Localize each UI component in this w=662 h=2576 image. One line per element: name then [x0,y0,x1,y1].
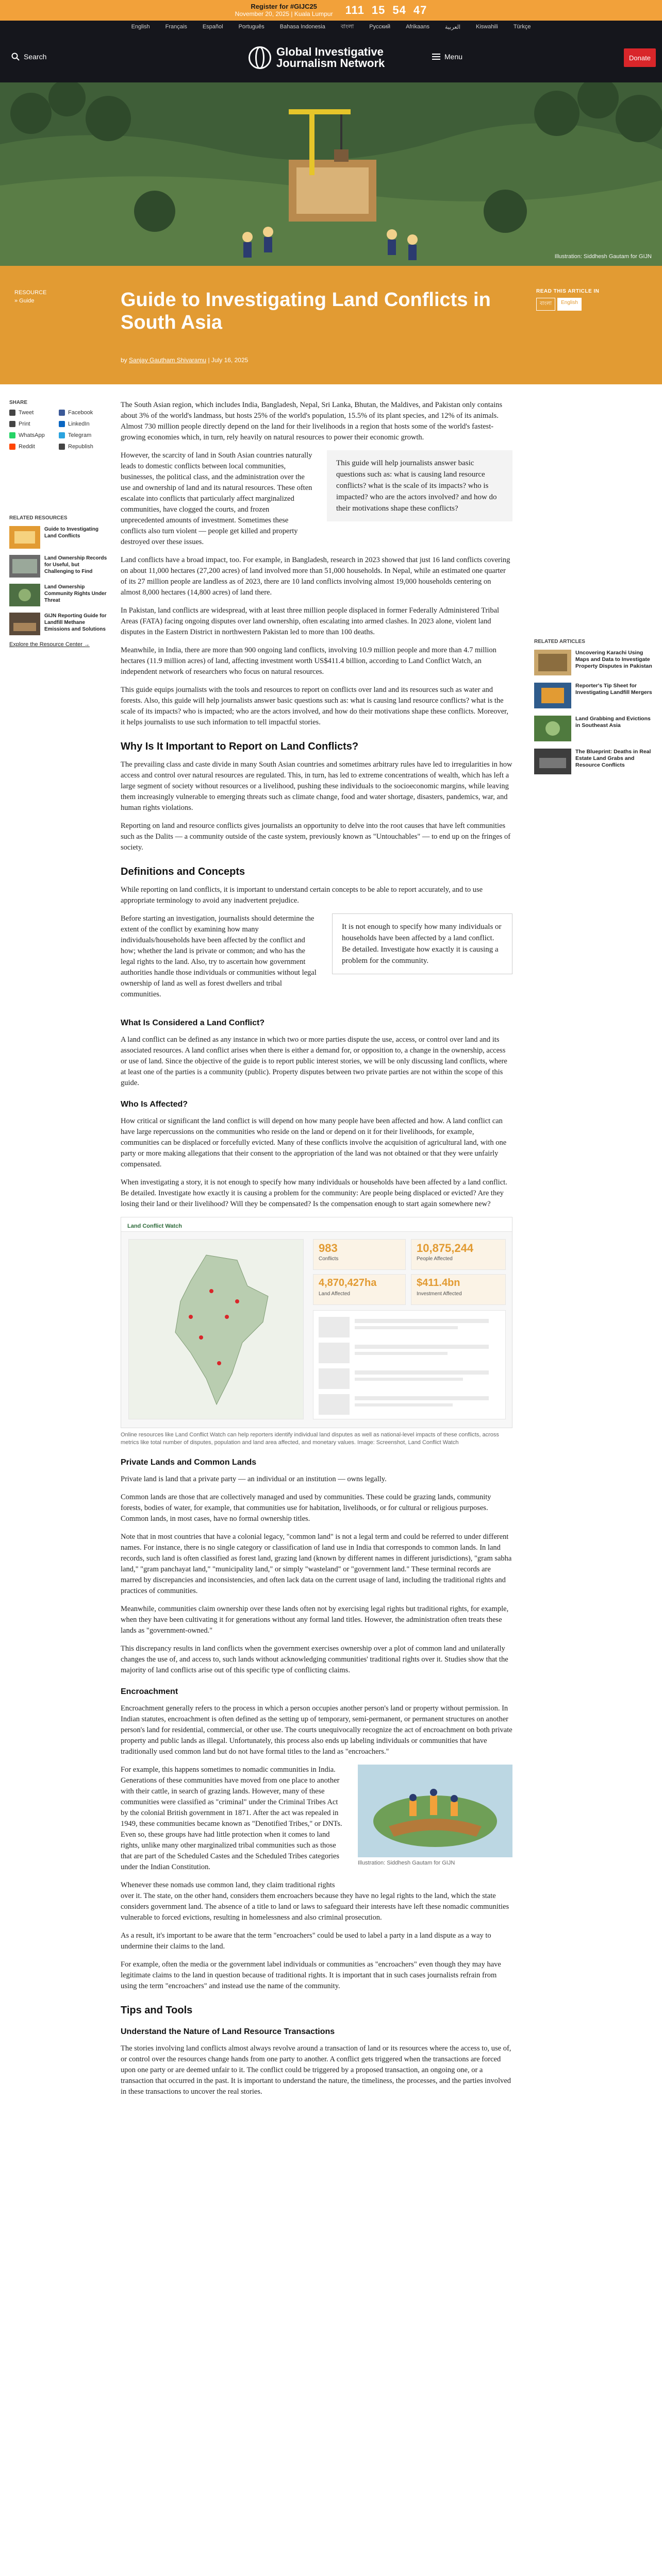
countdown-days: 111 [345,4,365,16]
paragraph: Note that in most countries that have a colonial legacy, "common land" is not a legal term and could be referred to under different names. For instance, there is no single category or classification of land use in India that corresponds to common lands. In land records, such land is often classified as forest land, grazing land (known by different names in different jurisdictions), "gram sabha land," "gram panchayat land," "municipality land," or simply "wasteland" or "government land." These terminal records are marred by discrepancies and inconsistencies, and often lack data on the current usage of land, including the traditional rights and practices of communities. [121,1533,512,1595]
donate-button[interactable]: Donate [624,48,656,67]
lang-link[interactable]: Español [202,24,223,30]
pull-quote: It is not enough to specify how many individuals or households have been affected by a land conflict. Be detailed. Investigate how exactly it is causing a problem for the community. [332,913,512,974]
share-item-label: Reddit [19,444,35,450]
related-resource-title: Land Ownership Records for Useful, but Challenging to Find [44,555,107,574]
india-map-icon [129,1240,304,1420]
stat-label: People Affected [417,1256,453,1262]
globe-icon [249,46,271,69]
stat-label: Investment Affected [417,1291,462,1297]
language-bar [0,21,662,33]
reddit-icon [9,444,15,450]
breadcrumb-guide[interactable]: » Guide [14,298,35,304]
related-thumb [9,555,40,578]
search-icon [11,53,20,61]
share-panel [9,400,107,450]
whatsapp-icon [9,432,15,438]
paragraph: As a result, it's important to be aware that the term "encroachers" could be used to label a party in a land dispute as a way to undermine their claims to the land. [121,1931,491,1951]
lang-link[interactable]: Русский [369,24,391,30]
subsection-heading: Understand the Nature of Land Resource Transactions [121,2027,335,2036]
paragraph: Private land is land that a private party — an individual or an institution — owns legally. [121,1475,387,1483]
countdown-hours: 15 [371,4,386,16]
lang-link[interactable]: Português [238,24,264,30]
paragraph: How critical or significant the land conflict is will depend on how many people have been affected and how. A land conflict can have large repercussions on the communities who reside on the land or depend on it for their livelihoods, for example, communities can be displaced or forcefully evicted. Many of these conflicts involve the acquisition of agricultural land, with one party or more making allegations that their consent to the appropriation of the land was not obtained or that they were unfairly compensated. [121,1117,507,1168]
lang-link[interactable]: বাংলা [340,23,354,30]
related-resource-item[interactable] [9,613,107,635]
hero-image [0,82,662,266]
related-resource-title: Land Ownership Community Rights Under Threat [44,584,107,603]
page-title: Guide to Investigating Land Conflicts in South Asia [121,289,491,333]
paragraph: The stories involving land conflicts almost always revolve around a transaction of land or its resources where the access to, use of, or control over the resources change hands from one party to another. A conflict gets triggered when the transactions are forced upon one party or are deemed unfair to it. The conflict could be triggered by a proposed transaction, an ongoing one, or a transaction that occurred in the past. It is important to understand the nature, the timeliness, the processes, and the parties involved in these transactions to uncover the real stories. [121,2044,511,2096]
share-item-label: Facebook [68,410,93,416]
related-thumb [9,613,40,635]
lang-link[interactable]: English [131,24,150,30]
search-button[interactable] [11,53,46,61]
related-article-item[interactable] [534,683,653,708]
share-facebook[interactable] [59,410,105,416]
stat-value: 983 [319,1242,338,1255]
twitter-icon [9,410,15,416]
subsection-heading: Encroachment [121,1687,178,1696]
paragraph: Reporting on land and resource conflicts gives journalists an opportunity to delve into the root causes that have left communities such as the Dalits — a community outside of the caste system, previously known as "Untouchables" — to end up on the fringes of society. [121,822,511,852]
related-article-item[interactable] [534,650,653,675]
share-print[interactable] [9,421,56,427]
dashboard-site-name: Land Conflict Watch [127,1223,182,1229]
logo-line1: Global Investigative [276,45,384,58]
section-heading: Tips and Tools [121,2005,193,2016]
article-body [121,400,512,2105]
related-article-item[interactable] [534,716,653,741]
menu-button[interactable] [432,53,462,61]
countdown-seconds: 47 [413,4,427,16]
related-resource-item[interactable] [9,584,107,606]
stat-label: Land Affected [319,1291,350,1297]
promo-subtitle: November 20, 2025 | Kuala Lumpur [235,10,333,18]
related-thumb [534,749,571,774]
stat-card [411,1239,506,1270]
explore-resource-center-link[interactable]: Explore the Resource Center → [9,641,90,648]
related-resources [9,515,107,648]
lang-link[interactable]: Bahasa Indonesia [279,24,325,30]
paragraph: This guide equips journalists with the tools and resources to report on conflicts over land and its resources such as water and forests. Also, this guide will help journalists answer basic questions such as: what is causing land resource conflicts? what is the scale of its impacts? who is impacted; who are the actors involved, and how do their motivations shape these conflicts. Moreover, it helps journalists to use such information to tell impactful stories. [121,686,509,726]
author-link[interactable]: Sanjay Gautham Shivaramu [129,357,207,364]
paragraph: However, the scarcity of land in South Asian countries naturally leads to domestic conflicts between local communities, businesses, the political class, and the administration over the use and ownership of land and its natural resources. These often escalate into conflicts that particularly affect marginalized communities, have clogged the courts, and frozen unprecedented amounts of investment. Sometimes these conflicts also turn violent — people get killed and property destroyed over these issues. [121,451,312,546]
hero-illustration [0,82,662,266]
search-label: Search [24,53,47,61]
subsection-heading: What Is Considered a Land Conflict? [121,1019,265,1027]
stat-value: 10,875,244 [417,1242,474,1255]
print-icon [9,421,15,427]
related-thumb [534,683,571,708]
lang-link[interactable]: Afrikaans [406,24,429,30]
read-in-label: READ THIS ARTICLE IN [536,289,600,294]
land-conflict-watch-screenshot [121,1217,512,1428]
paragraph: When investigating a story, it is not enough to specify how many individuals or households have been affected by a land conflict. Be detailed. Investigate how exactly it is causing a problem for the community: Are people being displaced or evicted? Are they losing their land or their livelihood? Will they be compensated? Is the compensation enough to start again somewhere new? [121,1178,507,1208]
dashboard-list-rows [313,1311,506,1420]
byline-prefix: by [121,357,127,364]
related-article-title: Land Grabbing and Evictions in Southeast Asia [575,716,651,728]
lang-link[interactable]: العربية [444,24,461,30]
related-article-title: Uncovering Karachi Using Maps and Data to Investigate Property Disputes in Pakistan [575,650,652,669]
promo-text [235,3,333,18]
lang-link[interactable]: Français [165,24,187,30]
related-resource-item[interactable] [9,555,107,578]
section-heading: Definitions and Concepts [121,866,245,877]
stat-label: Conflicts [319,1256,339,1262]
paragraph: Before starting an investigation, journalists should determine the extent of the conflict by examining how many individuals/households have been affected by the conflict and how; whether the land is private or common; and who has the legal rights to the land. Also, try to ascertain how government authorities handle those individuals or communities without legal ownership of land as well as forest dwellers and tribal communities. [121,914,317,998]
encroachment-illustration [358,1765,512,1876]
title-band [0,266,662,384]
stat-card [411,1274,506,1305]
hero-credit: Illustration: Siddhesh Gautam for GIJN [554,253,652,260]
dashboard-map [128,1239,304,1419]
paragraph: Meanwhile, in India, there are more than 900 ongoing land conflicts, involving 10.9 million people and more than 4.7 million hectares (11.9 million acres) of land, affecting investment worth US$411.4 billion, according to Land Conflict Watch, an independent network of researchers who focus on natural resources. [121,646,496,676]
lang-link[interactable]: Türkçe [513,24,531,30]
share-item-label: Telegram [68,432,92,438]
share-linkedin[interactable] [59,421,105,427]
illustration-image [358,1765,512,1857]
share-republish[interactable] [59,444,105,450]
subsection-heading: Who Is Affected? [121,1100,188,1109]
stat-value: 4,870,427ha [319,1277,377,1289]
countdown-timer [345,4,427,17]
stat-card [313,1274,406,1305]
promo-banner[interactable] [0,0,662,21]
stat-value: $411.4bn [417,1277,460,1289]
paragraph: A land conflict can be defined as any instance in which two or more parties dispute the use, access, or control over land and its associated resources. A land conflict arises when there is either a demand for, or opposition to, a change in the ownership, access or use of land. Since the objective of the guide is to report public interest stories, we will be only discussing land conflicts, where at least one of the parties is a community (public). Property disputes between two private parties are not within the scope of this guide. [121,1036,507,1087]
paragraph: Whenever these nomads use common land, they claim traditional rights over it. The state, on the other hand, considers them encroachers because they have no legal rights to the land, which the state considers government land. The absence of a title to land or laws to safeguard their interests have left these nomadic communities vulnerable to forced evictions, resulting in homelessness and also criminal prosecution. [121,1881,509,1922]
related-article-item[interactable] [534,749,653,774]
share-item-label: LinkedIn [68,421,90,427]
subsection-heading: Private Lands and Common Lands [121,1458,257,1467]
republish-icon [59,444,65,450]
logo-line2: Journalism Network [276,57,385,70]
related-article-title: The Blueprint: Deaths in Real Estate Land Grabs and Resource Conflicts [575,749,651,768]
stat-card [313,1239,406,1270]
figure-caption: Online resources like Land Conflict Watch can help reporters identify individual land disputes as well as national-level impacts of these conflicts, across metrics like total number of disputes, population and land area affected, and monetary values. Image: Screenshot, Land Conflict Watch [121,1432,499,1446]
paragraph: Meanwhile, communities claim ownership over these lands often not by exercising legal rights but traditional rights, for example, when they have been cultivating it for generations without any formal land titles. However, the administration often treats these lands as "government-owned." [121,1605,509,1635]
linkedin-icon [59,421,65,427]
figure-caption: Illustration: Siddhesh Gautam for GIJN [358,1860,455,1866]
related-articles [534,639,653,782]
paragraph: For example, this happens sometimes to nomadic communities in India. Generations of these communities have moved from one place to another with their cattle, in search of grazing lands. However, many of these communities were classified as "criminal" under the Criminal Tribes Act by the colonial British government in 1871. After the act was repealed in 1949, these communities became known as "Denotified Tribes," or DNTs. Even so, these groups have had little protection when it comes to land rights, unlike many other marginalized tribal communities such as those that are part of the Scheduled Castes and the Scheduled Tribes categories under the Indian Constitution. [121,1766,342,1871]
related-resource-title: GIJN Reporting Guide for Landfill Methane Emissions and Solutions [44,613,107,632]
article-languages [536,298,582,311]
paragraph: The South Asian region, which includes India, Bangladesh, Nepal, Sri Lanka, Bhutan, the Maldives, and Pakistan only contains about 3% of the world's landmass, but hosts 25% of the world's population, 15.5% of its plant species, and 12% of its animals. Almost 730 million people directly depend on the land for their livelihoods in a region that hosts some of the world's fastest-growing economies which, in turn, rely heavily on natural resources to power their economic growth. [121,401,503,442]
share-telegram[interactable] [59,432,105,438]
dashboard-list [313,1310,506,1419]
related-thumb [534,650,571,675]
share-item-label: WhatsApp [19,432,45,438]
paragraph: In Pakistan, land conflicts are widespread, with at least three million people displaced in former Federally Administered Tribal Areas (FATA) facing ongoing disputes over land ownership, often escalating into armed clashes. In 2023 alone, violent land disputes in the Eastern District in northwestern Pakistan led to more than 100 deaths. [121,606,500,636]
related-thumb [534,716,571,741]
related-articles-label: RELATED ARTICLES [534,639,585,645]
facebook-icon [59,410,65,416]
section-heading: Why Is It Important to Report on Land Conflicts? [121,741,359,752]
telegram-icon [59,432,65,438]
share-item-label: Republish [68,444,93,450]
article-lang-english[interactable]: English [557,298,582,311]
related-resources-label: RELATED RESOURCES [9,515,68,521]
related-resource-item[interactable] [9,526,107,549]
share-item-label: Tweet [19,410,34,416]
paragraph: This discrepancy results in land conflicts when the government exercises ownership over a plot of common land and unilaterally changes the use of, and access to, such lands without acknowledging communities' traditional rights over it. Studies show that the majority of land conflicts arise out of this specific type of conflicting claims. [121,1645,508,1674]
dashboard-topbar [121,1217,512,1232]
related-resource-title: Guide to Investigating Land Conflicts [44,527,99,539]
paragraph: Encroachment generally refers to the process in which a person occupies another person's land or property without permission. In Indian statutes, encroachment is often defined as the setting up of temporary, semi-permanent, or permanent structures on another person's land for residential, commercial, or other use. The courts unequivocally recognize the act of encroachment on both private property and public lands as illegal. Unfortunately, this process also ends up labeling individuals or communities that have traditionally used common land but do not have formal titles to the land as "encroachers." [121,1704,512,1756]
share-reddit[interactable] [9,444,56,450]
breadcrumb-resource[interactable]: RESOURCE [14,290,47,296]
site-logo[interactable] [249,42,413,73]
paragraph: The prevailing class and caste divide in many South Asian countries and sometimes arbitrary rules have led to irregularities in how access and control over natural resources are regulated. This, in turn, has led to extreme concentrations of wealth, which has left a large segment of society without resources or a livelihood, pushing these individuals to the socioeconomic margins, while leaving them increasingly vulnerable to emerging threats such as climate change, food and water shortage, disasters, pandemics, war, and human rights violations. [121,760,512,812]
paragraph: Land conflicts have a broad impact, too. For example, in Bangladesh, research in 2023 showed that just 16 land conflicts covering on about 11,000 hectares (27,200 acres) of land involved more than 51,000 households. In Nepal, while an estimated one quarter of its 27 million people are landless as of 2023, there are 10 land conflicts involving almost 19,000 households centering on almost 8,000 hectares (14,800 acres) of land there. [121,556,510,597]
article-lang-bengali[interactable]: বাংলা [536,298,555,311]
paragraph: For example, often the media or the government label individuals or communities as "encroachers" even though they may have legitimate claims to the land in question because of traditional rights. It is important that in such cases journalists refrain from using the term "encroachers" and instead use the name of the community. [121,1960,501,1990]
publish-date: | July 16, 2025 [208,357,249,364]
paragraph: Common lands are those that are collectively managed and used by communities. These could be grazing lands, community forests, bodies of water, for example, that communities use for habitation, livelihoods, or for cultural or religious purposes. Common lands, in most cases, have no formal ownership titles. [121,1493,491,1523]
related-thumb [9,526,40,549]
related-thumb [9,584,40,606]
share-label: SHARE [9,400,28,405]
share-item-label: Print [19,421,30,427]
promo-title: Register for #GIJC25 [251,3,317,10]
lang-link[interactable]: Kiswahili [476,24,498,30]
share-twitter[interactable] [9,410,56,416]
hamburger-icon [432,54,440,60]
share-whatsapp[interactable] [9,432,56,438]
paragraph: While reporting on land conflicts, it is important to understand certain concepts to be able to report accurately, and to use appropriate terminology to avoid any inadvertent prejudice. [121,886,483,905]
breadcrumb [14,289,46,305]
menu-label: Menu [444,53,463,61]
countdown-minutes: 54 [392,4,406,16]
pull-quote: This guide will help journalists answer basic questions such as: what is causing land resource conflicts? what is the scale of its impacts? who is impacted? who are the actors involved? and how do their motivations shape these conflicts? [327,450,512,521]
site-header [0,33,662,82]
byline [121,357,248,364]
related-article-title: Reporter's Tip Sheet for Investigating Landfill Mergers [575,683,652,696]
